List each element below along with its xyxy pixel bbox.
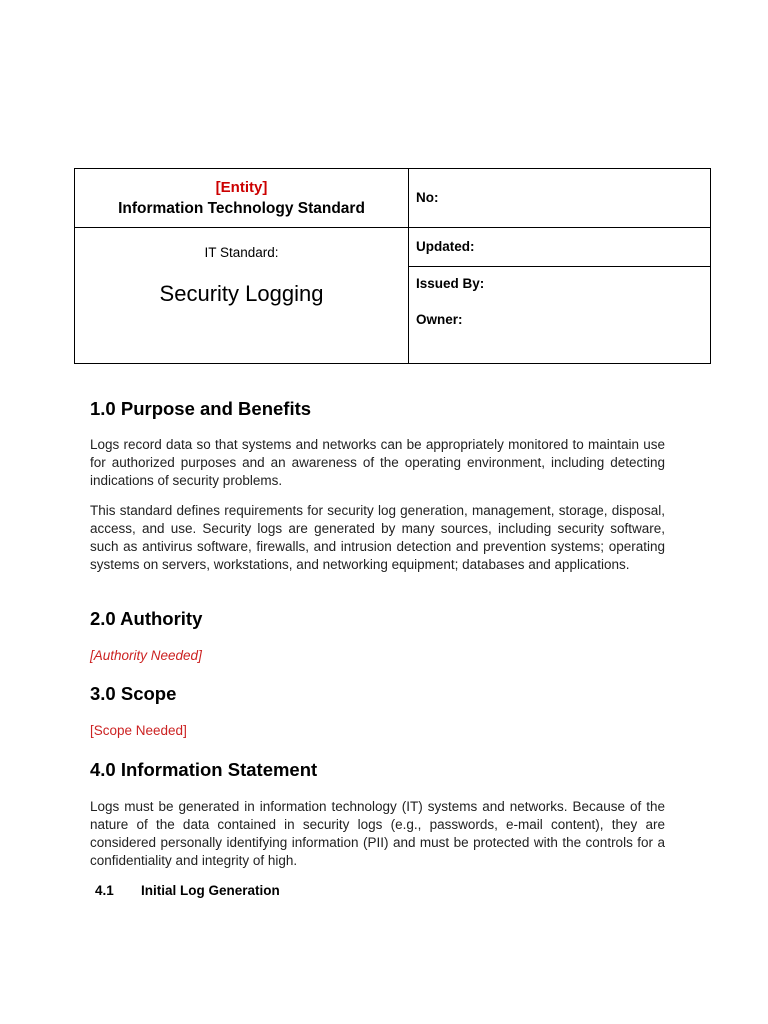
section-heading-authority: 2.0 Authority [90,608,203,629]
paragraph-purpose-1: Logs record data so that systems and networks can be appropriately monitored to maintain use for authorized purposes and an awareness of the operating environment, including detecting indications of security problems. [90,437,665,488]
meta-issued-by-label: Issued By: [416,276,485,291]
subsection-title: Initial Log Generation [141,883,280,898]
header-divider-horizontal [75,227,710,228]
meta-no-label: No: [416,190,439,205]
subsection-number: 4.1 [95,883,114,898]
header-table [74,168,711,364]
section-heading-purpose: 1.0 Purpose and Benefits [90,398,312,419]
scope-placeholder: [Scope Needed] [90,723,187,738]
document-title: Security Logging [159,281,324,306]
paragraph-information-statement: Logs must be generated in information technology (IT) systems and networks. Because of the nature of the data contained in security logs (e.g., passwords, e-mail content), they are considered personally identifying information (PII) and must be protected with the controls for a confidentiality and integrity of high. [90,799,665,868]
standard-label-colon: : [274,245,279,260]
meta-owner-label: Owner: [416,312,463,327]
section-heading-scope: 3.0 Scope [90,683,177,704]
meta-updated-label: Updated: [416,239,475,254]
paragraph-purpose-2: This standard defines requirements for security log generation, management, storage, disposal, access, and use. Security logs are generated by many sources, including security software, such as antivirus software, firewalls, and intrusion detection and prevention systems; operating systems on servers, workstations, and networking equipment; databases and applications. [90,503,665,572]
document-type: Information Technology Standard [118,200,365,217]
standard-label-text: IT Standard [204,245,275,260]
section-heading-information-statement: 4.0 Information Statement [90,759,318,780]
standard-label [75,245,408,260]
entity-placeholder: [Entity] [215,179,268,196]
header-divider-right [408,266,710,267]
authority-placeholder: [Authority Needed] [90,648,202,663]
